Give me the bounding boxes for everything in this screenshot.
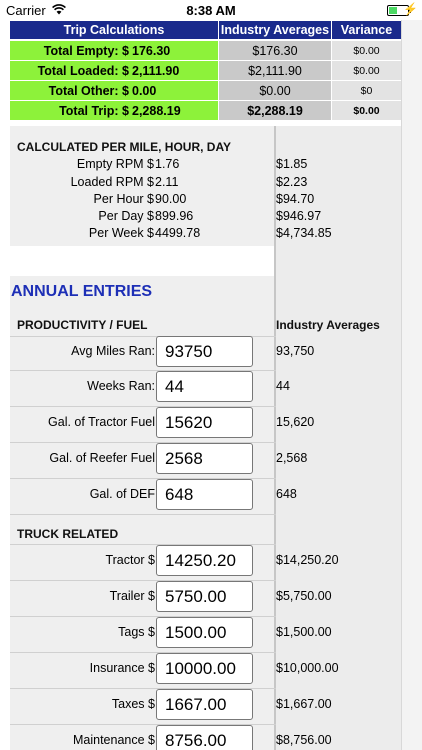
per-mile-industry: $4,734.85	[276, 226, 332, 240]
input-row-trailer	[10, 579, 401, 615]
tractor-input[interactable]: 14250.20	[156, 545, 253, 576]
trip-row-other	[10, 81, 401, 100]
industry-averages-header: Industry Averages	[276, 318, 380, 332]
trip-row-label: Total Loaded: $	[37, 63, 129, 78]
trip-row-variance: $0.00	[332, 41, 401, 60]
trip-row-variance: $0	[332, 81, 401, 100]
industry-value: 15,620	[276, 415, 315, 429]
field-label: Avg Miles Ran:	[71, 344, 155, 358]
per-mile-value: 2.11	[155, 175, 179, 189]
trip-row-industry: $2,111.90	[219, 61, 331, 80]
header-variance: Variance	[332, 21, 401, 39]
input-row-avg-miles	[10, 334, 401, 370]
header-trip-calculations: Trip Calculations	[10, 21, 218, 39]
per-mile-label: Per Week $	[88, 226, 154, 240]
per-mile-value: 899.96	[155, 209, 194, 223]
trip-row-variance: $0.00	[332, 101, 401, 120]
per-mile-row-per-hour	[10, 191, 401, 208]
industry-value: 44	[276, 379, 290, 393]
weeks-ran-input[interactable]: 44	[156, 371, 253, 402]
carrier-label: Carrier	[6, 3, 46, 18]
per-mile-industry: $946.97	[276, 209, 322, 223]
per-mile-industry: $2.23	[276, 175, 308, 189]
input-row-reefer-fuel	[10, 441, 401, 477]
input-row-weeks-ran	[10, 369, 401, 405]
per-mile-value: 4499.78	[155, 226, 201, 240]
input-row-tags	[10, 615, 401, 651]
tags-input[interactable]: 1500.00	[156, 617, 253, 648]
per-mile-label: Empty RPM $	[76, 157, 154, 171]
productivity-title: PRODUCTIVITY / FUEL	[17, 318, 148, 332]
trip-row-loaded	[10, 61, 401, 80]
trip-summary-table	[10, 21, 401, 120]
industry-value: $8,756.00	[276, 733, 332, 747]
trip-row-empty	[10, 41, 401, 60]
field-label: Taxes $	[111, 697, 155, 711]
trailer-input[interactable]: 5750.00	[156, 581, 253, 612]
per-mile-value: 90.00	[155, 192, 187, 206]
avg-miles-input[interactable]: 93750	[156, 336, 253, 367]
trip-row-value: 2,288.19	[132, 103, 181, 118]
trip-row-total	[10, 101, 401, 120]
per-mile-label: Per Hour $	[93, 192, 154, 206]
header-industry-averages: Industry Averages	[220, 23, 330, 37]
trip-row-industry: $0.00	[219, 81, 331, 100]
def-input[interactable]: 648	[156, 479, 253, 510]
trip-row-label: Total Trip: $	[59, 103, 129, 118]
per-mile-title: CALCULATED PER MILE, HOUR, DAY	[17, 140, 232, 154]
trip-row-value: 2,111.90	[132, 63, 180, 78]
per-mile-industry: $94.70	[276, 192, 315, 206]
industry-value: $1,667.00	[276, 697, 332, 711]
per-mile-industry: $1.85	[276, 157, 308, 171]
trip-row-industry: $176.30	[219, 41, 331, 60]
taxes-input[interactable]: 1667.00	[156, 689, 253, 720]
trip-row-industry: $2,288.19	[219, 101, 331, 120]
industry-value: $1,500.00	[276, 625, 332, 639]
input-row-def	[10, 477, 401, 513]
industry-value: $14,250.20	[276, 553, 339, 567]
trip-row-label: Total Empty: $	[43, 43, 129, 58]
truck-related-title: TRUCK RELATED	[17, 527, 119, 541]
scroll-gutter	[401, 20, 422, 750]
insurance-input[interactable]: 10000.00	[156, 653, 253, 684]
field-label: Maintenance $	[72, 733, 155, 747]
per-mile-row-per-day	[10, 208, 401, 225]
field-label: Weeks Ran:	[87, 379, 155, 393]
field-label: Tractor $	[105, 553, 155, 567]
field-label: Insurance $	[89, 661, 155, 675]
per-mile-row-per-week	[10, 225, 401, 242]
field-label: Trailer $	[109, 589, 155, 603]
industry-value: $10,000.00	[276, 661, 339, 675]
industry-value: 93,750	[276, 344, 315, 358]
maintenance-input[interactable]: 8756.00	[156, 725, 253, 750]
clock: 8:38 AM	[186, 3, 236, 18]
per-mile-row-empty-rpm	[10, 156, 401, 173]
reefer-fuel-input[interactable]: 2568	[156, 443, 253, 474]
divider	[10, 514, 276, 515]
input-row-insurance	[10, 651, 401, 687]
industry-value: 2,568	[276, 451, 308, 465]
input-row-tractor-fuel	[10, 405, 401, 441]
input-row-maintenance	[10, 723, 401, 750]
trip-row-variance: $0.00	[332, 61, 401, 80]
per-mile-value: 1.76	[155, 157, 180, 171]
input-row-tractor	[10, 543, 401, 579]
field-label: Tags $	[118, 625, 155, 639]
trip-row-value: 0.00	[132, 83, 157, 98]
per-mile-label: Loaded RPM $	[70, 175, 154, 189]
annual-entries-title: ANNUAL ENTRIES	[11, 283, 153, 300]
trip-table-header	[10, 21, 401, 40]
field-label: Gal. of DEF	[89, 487, 155, 501]
status-bar	[0, 0, 422, 20]
industry-value: 648	[276, 487, 297, 501]
trip-row-label: Total Other: $	[48, 83, 129, 98]
tractor-fuel-input[interactable]: 15620	[156, 407, 253, 438]
field-label: Gal. of Tractor Fuel	[48, 415, 155, 429]
input-row-taxes	[10, 687, 401, 723]
charging-icon: ⚡	[403, 2, 418, 16]
field-label: Gal. of Reefer Fuel	[49, 451, 155, 465]
per-mile-row-loaded-rpm	[10, 174, 401, 191]
per-mile-label: Per Day $	[98, 209, 154, 223]
trip-row-value: 176.30	[132, 43, 171, 58]
industry-value: $5,750.00	[276, 589, 332, 603]
